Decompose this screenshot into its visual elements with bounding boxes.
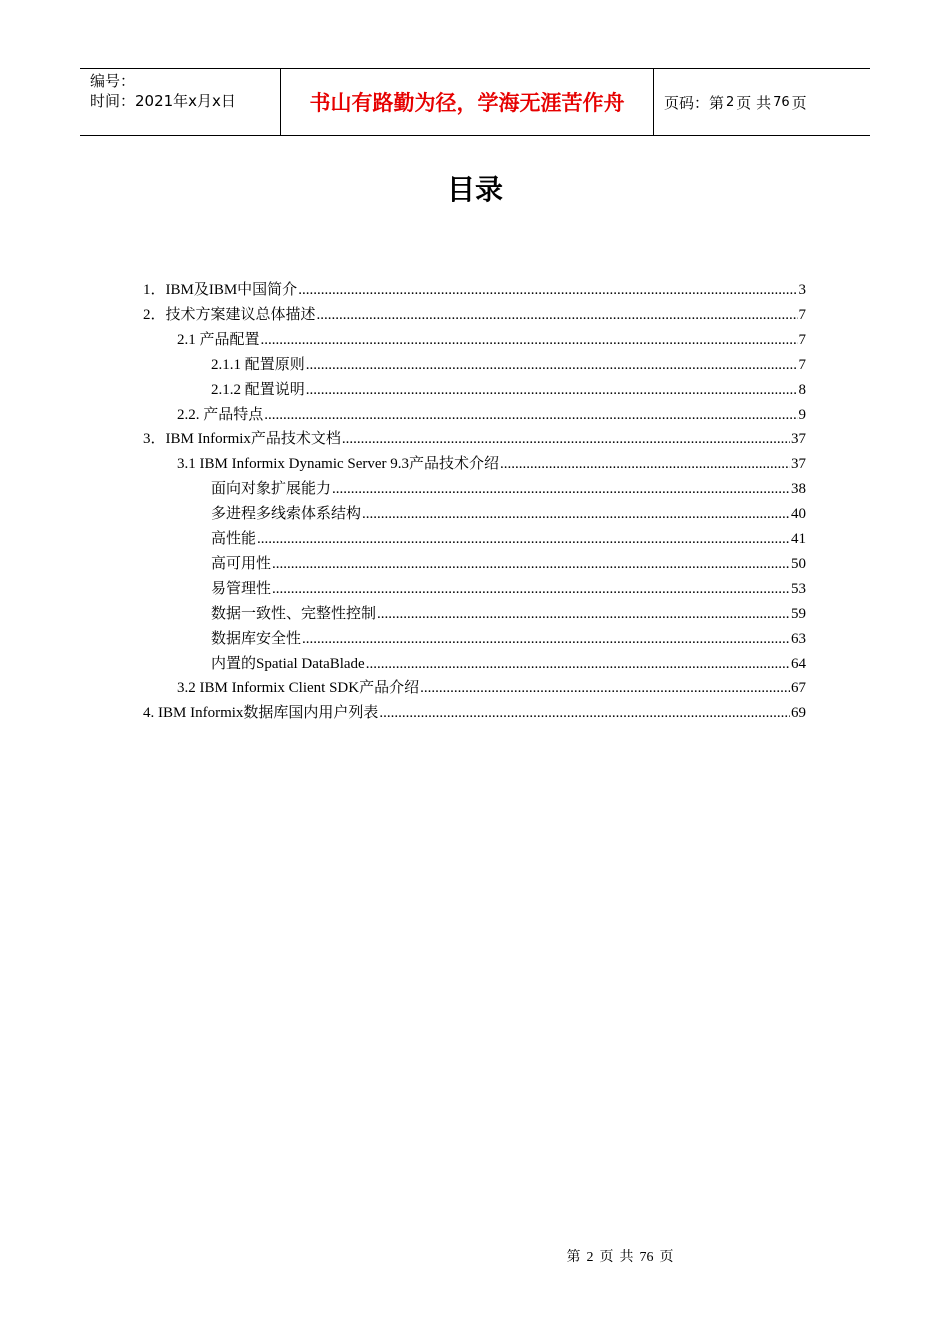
toc-entry-title: 1．IBM及IBM中国简介: [143, 282, 298, 298]
toc-entry-title: 2.1 产品配置: [177, 331, 260, 348]
toc-entry-title: 2.1.1 配置原则: [211, 356, 305, 373]
toc-leader-dots: [342, 427, 790, 452]
header-motto: 书山有路勤为径，学海无涯苦作舟: [281, 69, 654, 135]
toc-entry[interactable]: [211, 577, 806, 602]
header-meta-cell: [80, 69, 281, 135]
toc-title: 目录: [446, 173, 503, 206]
toc-entry-page: 37: [791, 456, 806, 473]
toc-entry[interactable]: [177, 328, 806, 353]
toc-entry-title: 3.2 IBM Informix Client SDK产品介绍: [177, 680, 420, 697]
toc-entry-page: 3: [798, 282, 806, 298]
footer-page-total: 76: [639, 1250, 654, 1265]
toc-entry-page: 40: [791, 506, 806, 523]
toc-entry-page: 59: [791, 605, 806, 622]
toc-entry-page: 38: [791, 481, 806, 498]
toc-entry-title: 数据库安全性: [211, 630, 302, 647]
toc-entry-title: 面向对象扩展能力: [211, 481, 332, 498]
header-page-current: 2: [726, 94, 735, 110]
header-page-suffix: 页: [791, 93, 807, 112]
toc-entry-page: 64: [791, 655, 806, 672]
toc-leader-dots: [302, 627, 790, 652]
footer-word-gong: 共: [619, 1250, 634, 1265]
toc-entry[interactable]: [177, 452, 806, 477]
toc-entry[interactable]: [143, 278, 806, 303]
page-footer: [0, 1246, 950, 1266]
toc-entry-page: 7: [798, 331, 806, 348]
toc-leader-dots: [362, 502, 790, 527]
toc-entry-title: 易管理性: [211, 580, 272, 597]
toc-entry-title: 3．IBM Informix产品技术文档: [143, 431, 341, 448]
toc-entry-title: 高可用性: [211, 555, 272, 572]
toc-entry-page: 53: [791, 580, 806, 597]
toc-entry[interactable]: [211, 602, 806, 627]
toc-leader-dots: [264, 403, 797, 428]
toc-leader-dots: [272, 577, 790, 602]
toc-entry-page: 63: [791, 630, 806, 647]
toc-entry-page: 67: [791, 680, 806, 697]
toc-leader-dots: [306, 353, 798, 378]
footer-page-current: 2: [586, 1250, 594, 1265]
toc-entry-page: 41: [791, 531, 806, 547]
toc-entry-title: 多进程多线索体系结构: [211, 506, 362, 523]
toc-entry-page: 69: [791, 705, 806, 722]
toc-leader-dots: [272, 552, 790, 577]
toc-entry-page: 7: [798, 306, 806, 323]
toc-entry[interactable]: [211, 552, 806, 577]
toc-entry[interactable]: [211, 527, 806, 552]
toc-entry-page: 9: [798, 406, 806, 423]
toc-entry-page: 7: [798, 356, 806, 373]
footer-word-ye2: 页: [659, 1250, 674, 1265]
toc-entry[interactable]: [177, 676, 806, 701]
toc-entry[interactable]: [211, 502, 806, 527]
toc-leader-dots: [420, 676, 790, 701]
toc-entry[interactable]: [177, 403, 806, 428]
toc-entry[interactable]: [211, 353, 806, 378]
toc-leader-dots: [500, 452, 790, 477]
toc-entry-title: 内置的Spatial DataBlade: [211, 655, 365, 672]
toc-leader-dots: [257, 527, 790, 552]
toc-entry-title: 3.1 IBM Informix Dynamic Server 9.3产品技术介绍: [177, 456, 500, 473]
toc-leader-dots: [261, 328, 798, 353]
toc-leader-dots: [306, 378, 798, 403]
toc-entry[interactable]: [143, 701, 806, 726]
toc-entry-page: 8: [798, 381, 806, 398]
toc-entry[interactable]: [211, 627, 806, 652]
document-date-label: 时间：2021年x月x日: [90, 92, 236, 110]
toc-entry-title: 2.2. 产品特点: [177, 406, 264, 423]
toc-leader-dots: [379, 701, 790, 726]
toc-entry-title: 2.1.2 配置说明: [211, 381, 305, 398]
toc-entry-page: 37: [791, 431, 806, 448]
toc-leader-dots: [366, 652, 790, 677]
toc-entry[interactable]: [211, 378, 806, 403]
toc-entry-title: 数据一致性、完整性控制: [211, 605, 377, 622]
header-page-mid: 页 共: [736, 93, 772, 112]
footer-word-ye: 页: [599, 1250, 614, 1265]
header-page-prefix: 页码：第: [664, 93, 725, 112]
toc-entry[interactable]: [211, 652, 806, 677]
toc-leader-dots: [332, 477, 790, 502]
header-page-total: 76: [773, 94, 790, 110]
footer-word-di: 第: [566, 1250, 581, 1265]
toc-entry-page: 50: [791, 555, 806, 572]
toc-entry[interactable]: [143, 427, 806, 452]
toc-entry-title: 4. IBM Informix数据库国内用户列表: [143, 705, 379, 722]
header-page-info: [654, 69, 870, 135]
page-header: [80, 68, 870, 136]
toc-leader-dots: [377, 602, 790, 627]
document-number-label: 编号：: [90, 72, 136, 90]
toc-entry-title: 高性能: [211, 531, 257, 547]
toc-entry-title: 2．技术方案建议总体描述: [143, 306, 316, 323]
toc-leader-dots: [298, 278, 797, 303]
toc-entry[interactable]: [211, 477, 806, 502]
toc-entry[interactable]: [143, 303, 806, 328]
toc-leader-dots: [317, 303, 798, 328]
